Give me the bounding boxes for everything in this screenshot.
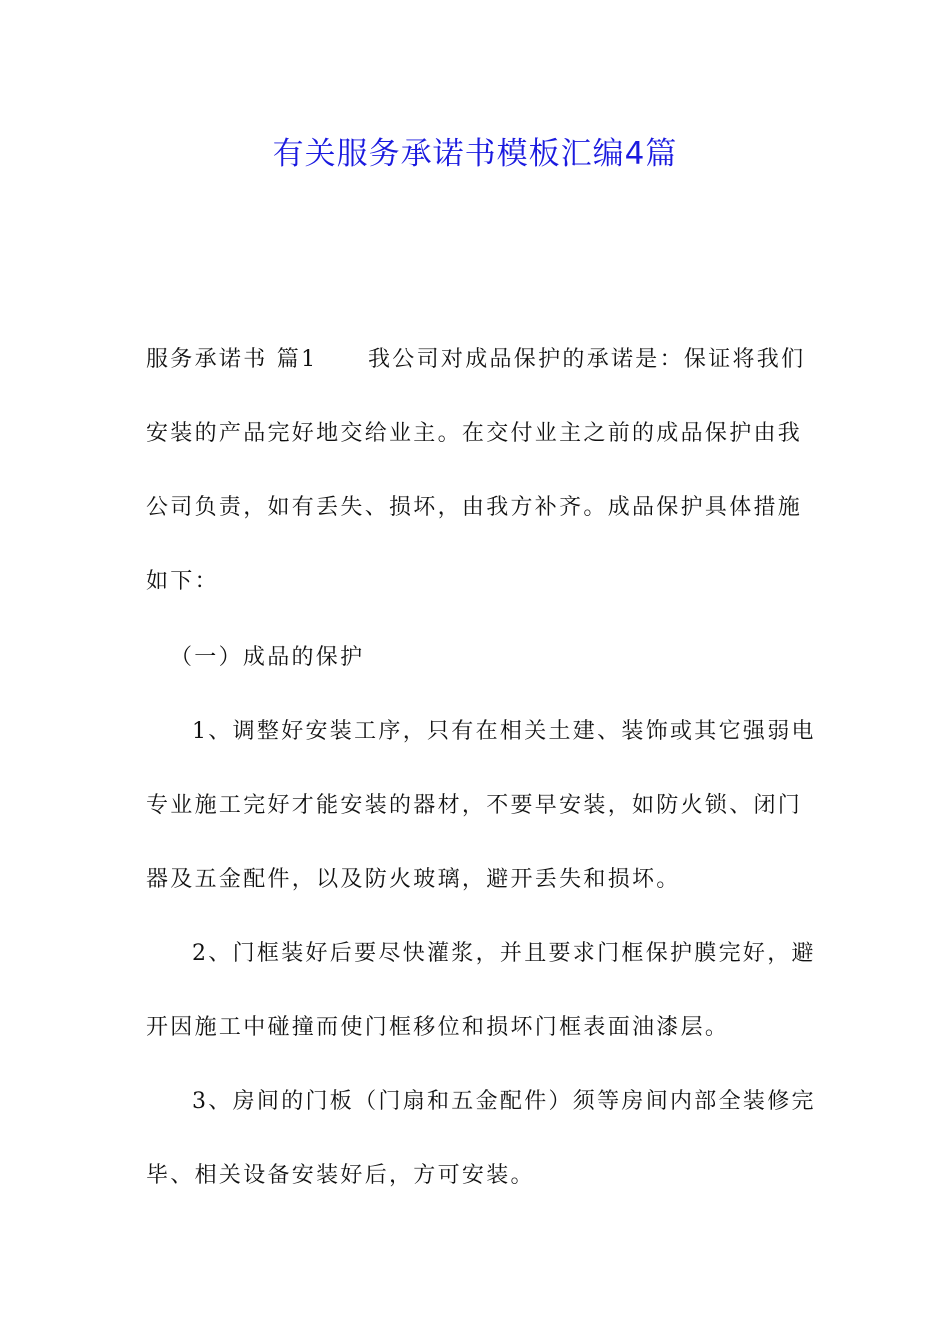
paragraph-line-11: 毕、相关设备安装好后，方可安装。 <box>146 1163 535 1188</box>
paragraph-text: 我公司对成品保护的承诺是：保证将我们 <box>368 347 806 372</box>
subsection-heading: （一）成品的保护 <box>170 645 365 670</box>
paragraph-line-8: 2、门框装好后要尽快灌浆，并且要求门框保护膜完好，避 <box>192 941 816 966</box>
paragraph-line-3: 公司负责，如有丢失、损坏，由我方补齐。成品保护具体措施 <box>146 495 803 520</box>
paragraph-line-1 <box>146 340 826 380</box>
paragraph-line-2: 安装的产品完好地交给业主。在交付业主之前的成品保护由我 <box>146 421 803 446</box>
paragraph-line-7: 器及五金配件，以及防火玻璃，避开丢失和损坏。 <box>146 867 681 892</box>
document-title: 有关服务承诺书模板汇编4篇 <box>272 136 678 172</box>
paragraph-line-5: 1、调整好安装工序，只有在相关土建、装饰或其它强弱电 <box>192 719 816 744</box>
paragraph-line-4: 如下： <box>146 569 219 594</box>
section-heading: 服务承诺书 篇1 <box>146 347 318 372</box>
paragraph-line-10: 3、房间的门板（门扇和五金配件）须等房间内部全装修完 <box>192 1089 816 1114</box>
paragraph-line-6: 专业施工完好才能安装的器材，不要早安装，如防火锁、闭门 <box>146 793 803 818</box>
paragraph-line-9: 开因施工中碰撞而使门框移位和损坏门框表面油漆层。 <box>146 1015 730 1040</box>
